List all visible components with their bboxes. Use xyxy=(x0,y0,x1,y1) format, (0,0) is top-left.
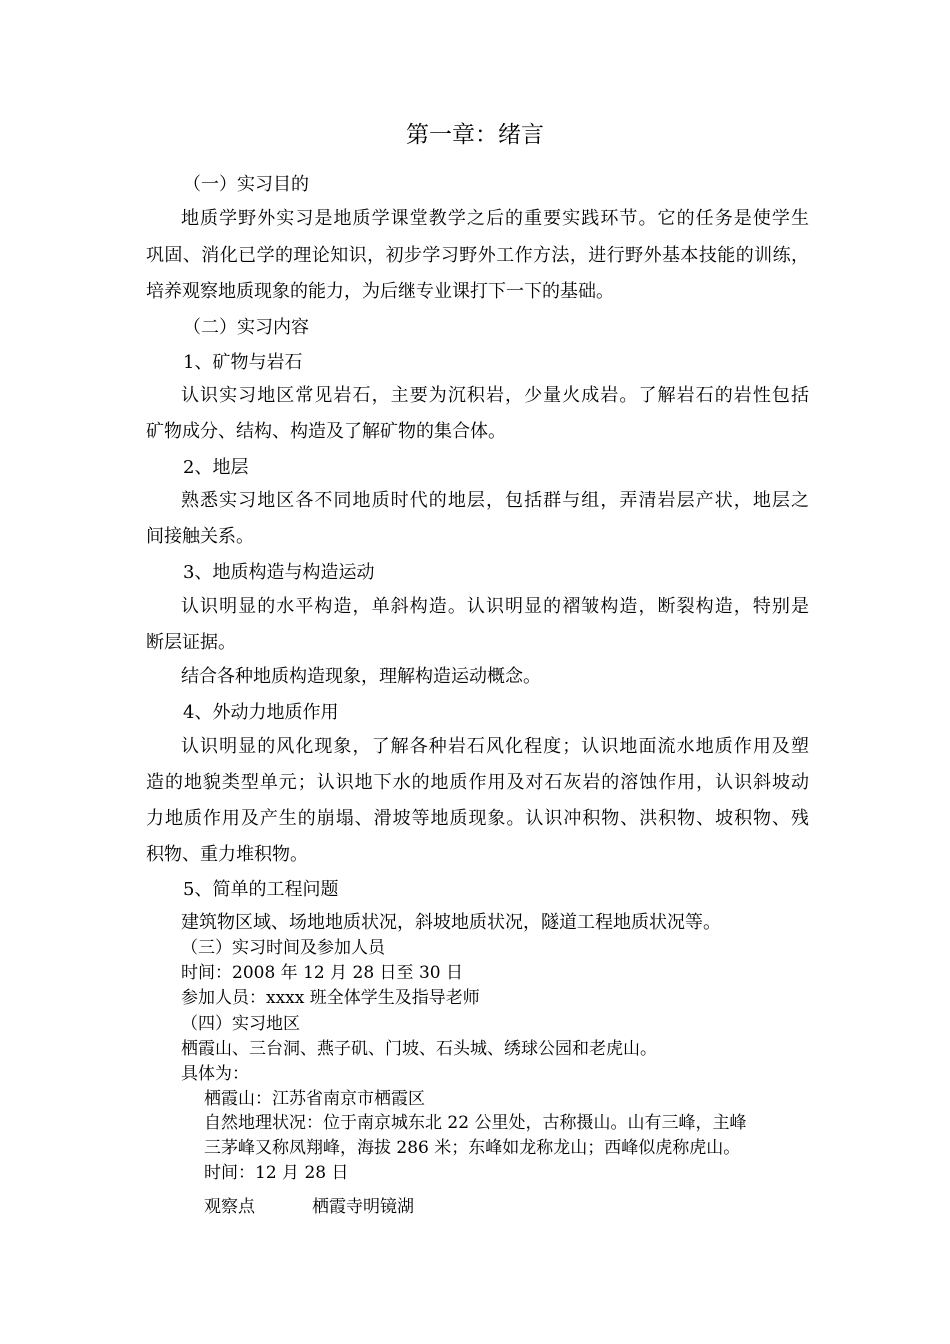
paragraph-line: 培养观察地质现象的能力，为后继专业课打下一下的基础。 xyxy=(146,281,614,302)
participants-line: 参加人员：xxxx 班全体学生及指导老师 xyxy=(181,988,480,1008)
geography-line: 三茅峰又称凤翔峰，海拔 286 米；东峰如龙称龙山；西峰似虎称虎山。 xyxy=(204,1138,741,1158)
paragraph-line: 间接触关系。 xyxy=(146,526,254,547)
observation-value: 栖霞寺明镜湖 xyxy=(312,1197,414,1217)
paragraph-line: 断层证据。 xyxy=(146,632,236,653)
paragraph-line: 巩固、消化已学的理论知识，初步学习野外工作方法，进行野外基本技能的训练， xyxy=(146,245,809,266)
paragraph-line: 建筑物区域、场地地质状况，斜坡地质状况，隧道工程地质状况等。 xyxy=(181,912,721,933)
paragraph-line: 认识实习地区常见岩石，主要为沉积岩，少量火成岩。了解岩石的岩性包括 xyxy=(181,385,809,406)
section-heading-area: （四）实习地区 xyxy=(181,1014,300,1034)
item-title-minerals: 1、矿物与岩石 xyxy=(183,352,303,373)
location-line: 栖霞山：江苏省南京市栖霞区 xyxy=(204,1089,425,1109)
paragraph-line: 积物、重力堆积物。 xyxy=(146,844,308,865)
item-title-strata: 2、地层 xyxy=(183,457,249,478)
paragraph-line: 认识明显的风化现象，了解各种岩石风化程度；认识地面流水地质作用及塑 xyxy=(181,736,809,757)
date-line: 时间：12 月 28 日 xyxy=(204,1163,349,1183)
detail-label: 具体为： xyxy=(181,1064,249,1084)
geography-line: 自然地理状况：位于南京城东北 22 公里处，古称摄山。山有三峰，主峰 xyxy=(204,1113,747,1133)
observation-label: 观察点 xyxy=(204,1197,255,1217)
paragraph-line: 地质学野外实习是地质学课堂教学之后的重要实践环节。它的任务是使学生 xyxy=(181,208,809,229)
areas-line: 栖霞山、三台洞、燕子矶、门坡、石头城、绣球公园和老虎山。 xyxy=(181,1039,657,1059)
paragraph-line: 结合各种地质构造现象，理解构造运动概念。 xyxy=(181,666,541,687)
chapter-title: 第一章：绪言 xyxy=(406,122,544,148)
section-heading-time: （三）实习时间及参加人员 xyxy=(181,938,385,958)
item-title-exogenic: 4、外动力地质作用 xyxy=(183,702,339,723)
item-title-structure: 3、地质构造与构造运动 xyxy=(183,562,375,583)
item-title-engineering: 5、简单的工程问题 xyxy=(183,879,339,900)
paragraph-line: 力地质作用及产生的崩塌、滑坡等地质现象。认识冲积物、洪积物、坡积物、残 xyxy=(146,808,809,829)
paragraph-line: 造的地貌类型单元；认识地下水的地质作用及对石灰岩的溶蚀作用，认识斜坡动 xyxy=(146,772,809,793)
section-heading-purpose: （一）实习目的 xyxy=(183,174,309,195)
paragraph-line: 认识明显的水平构造，单斜构造。认识明显的褶皱构造，断裂构造，特别是 xyxy=(181,596,809,617)
section-heading-content: （二）实习内容 xyxy=(183,317,309,338)
paragraph-line: 矿物成分、结构、构造及了解矿物的集合体。 xyxy=(146,421,506,442)
time-line: 时间：2008 年 12 月 28 日至 30 日 xyxy=(181,963,463,983)
paragraph-line: 熟悉实习地区各不同地质时代的地层，包括群与组，弄清岩层产状，地层之 xyxy=(181,490,809,511)
